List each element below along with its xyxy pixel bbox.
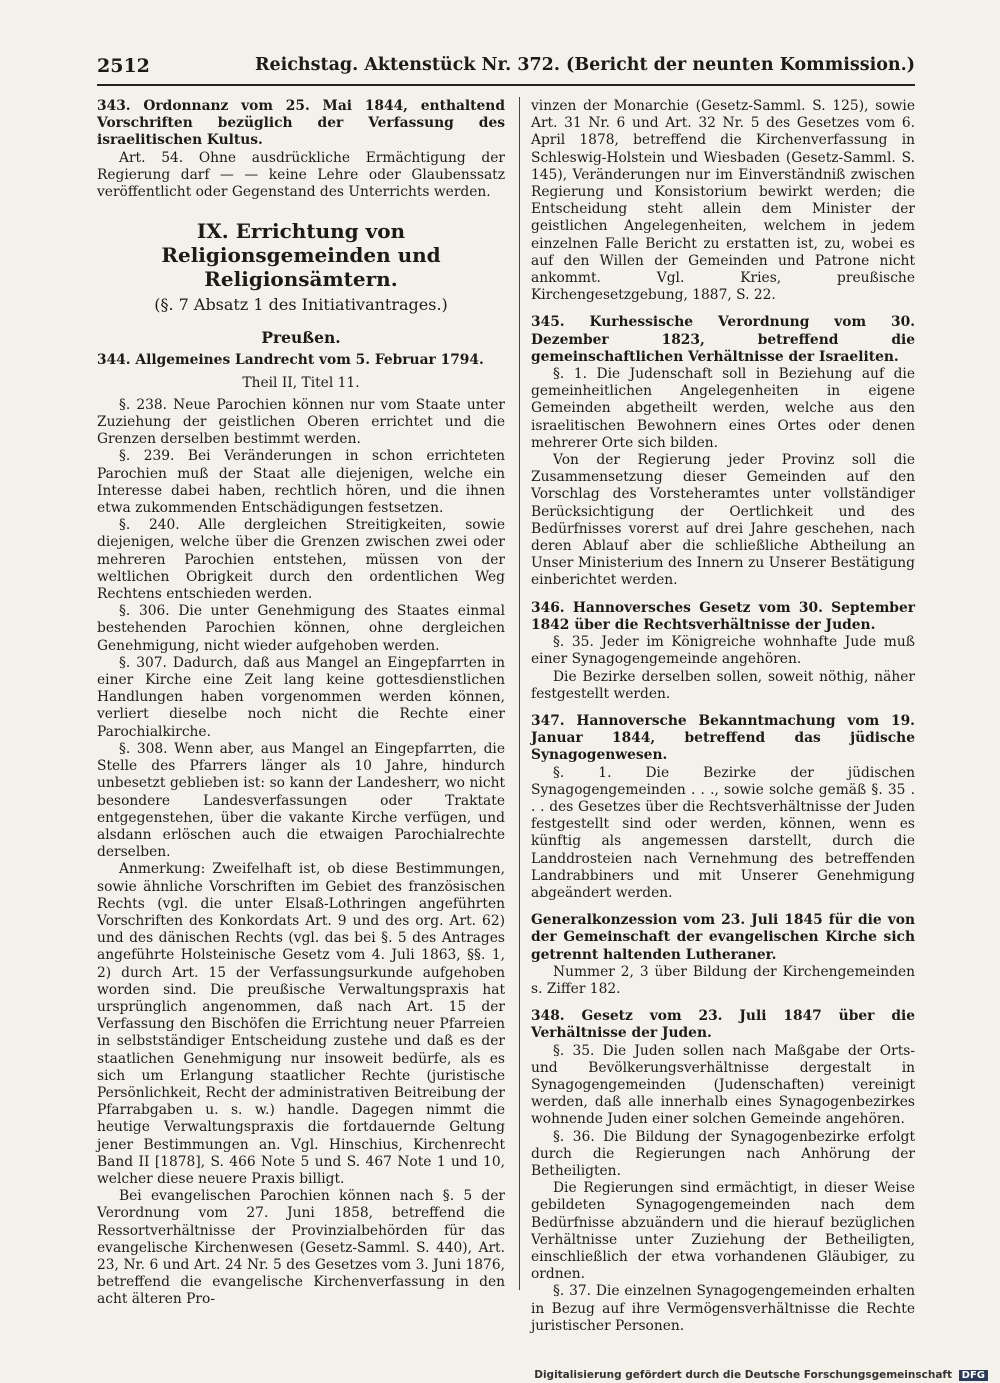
section-347-para-1: §. 1. Die Bezirke der jüdischen Synagogengemeinden . . ., sowie solche gemäß §. 35 . . . des Gesetzes über die Rechtsverhältnisse der Juden festgestellt sind oder werden, können, wenn es künftig als angemessen darstellt, durch die Landdrosteien nach Vernehmung des betreffenden Landrabbiners und mit Unserer Genehmigung abgeändert werden. xyxy=(531,764,915,901)
paragraph-239: §. 239. Bei Veränderungen in schon errichteten Parochien muß der Staat alle diejenigen, welche ein Interesse dabei haben, rechtlich hören, und die ihnen etwa zukommenden Entschädigungen festsetzen. xyxy=(97,448,505,517)
continued-text: vinzen der Monarchie (Gesetz-Samml. S. 125), sowie Art. 31 Nr. 6 und Art. 32 Nr. 5 des Gesetzes vom 6. April 1878, betreffend die Kirchenverfassung in Schleswig-Holstein und Wiesbaden (Gesetz-Samml. S. 145), Veränderungen nur im Einverständniß zwischen Regierung und Konsistorium bewirkt werden; die Entscheidung steht allein dem Minister der geistlichen Angelegenheiten, welchem in jedem einzelnen Falle Bericht zu erstatten ist, zu, wobei es auf den Willen der Gemeinden und Patrone nicht ankommt. Vgl. Kries, preußische Kirchengesetzgebung, 1887, S. 22. xyxy=(531,98,915,304)
section-344-heading: 344. Allgemeines Landrecht vom 5. Februar 1794. xyxy=(97,352,484,369)
section-347-heading: 347. Hannoversche Bekanntmachung vom 19. Januar 1844, betreffend das jüdische Synagogenwesen. xyxy=(531,712,915,764)
section-346-para-1: §. 35. Jeder im Königreiche wohnhafte Jude muß einer Synagogengemeinde angehören. xyxy=(531,634,915,668)
column-divider xyxy=(519,97,520,1290)
prussia-heading: Preußen. xyxy=(261,328,341,348)
section-343-art54: Art. 54. Ohne ausdrückliche Ermächtigung der Regierung darf — — keine Lehre oder Glaubenssatz veröffentlicht oder Gegenstand des Unterrichts werden. xyxy=(97,149,505,201)
paragraph-240: §. 240. Alle dergleichen Streitigkeiten, sowie diejenigen, welche über die Grenzen zwischen zwei oder mehreren Parochien entstehen, müssen von der weltlichen Obrigkeit durch den ordentlichen Weg Rechtens entschieden werden. xyxy=(97,517,505,603)
footer-credit xyxy=(534,1369,988,1381)
chapter-ix-heading: IX. Errichtung von Religionsgemeinden und Religionsämtern. xyxy=(161,219,441,292)
dfg-logo: DFG xyxy=(959,1370,988,1381)
section-344-subheading: Theil II, Titel 11. xyxy=(242,374,360,391)
section-345-para-2: Von der Regierung jeder Provinz soll die Zusammensetzung dieser Gemeinden auf den Vorschlag des Vorsteheramtes unter vollständiger Berücksichtigung der Oertlichkeit und des Bedürfnisses vorerst auf drei Jahre geschehen, nach deren Ablauf aber die schließliche Abtheilung an Unser Ministerium des Innern zu Unserer Bestätigung einberichtet werden. xyxy=(531,452,915,589)
annotation-note: Anmerkung: Zweifelhaft ist, ob diese Bestimmungen, sowie ähnliche Vorschriften im Gebiet des französischen Rechts (vgl. die unter Elsaß-Lothringen angeführten Vorschriften des Konkordats Art. 9 und des org. Art. 62) und des dänischen Rechts (vgl. das bei §. 5 des Antrages angeführte Holsteinische Gesetz vom 4. Juli 1863, §§. 1, 2) durch Art. 15 der Verfassungsurkunde aufgehoben worden sind. Die preußische Verwaltungspraxis hat ursprünglich angenommen, daß nach Art. 15 der Verfassung den Bischöfen die Errichtung neuer Pfarreien in selbstständiger Entscheidung zustehe und daß es der staatlichen Genehmigung nur insoweit bedürfe, als es sich um Erlangung staatlicher Rechte (juristische Persönlichkeit, Recht der administrativen Beitreibung der Pfarrabgaben u. s. w.) handle. Dagegen nimmt die heutige Verwaltungspraxis die fortdauernde Geltung jener Bestimmungen an. Vgl. Hinschius, Kirchenrecht Band II [1878], S. 466 Note 5 und S. 467 Note 1 und 10, welcher diese neuere Praxis billigt. xyxy=(97,861,505,1187)
paragraph-307: §. 307. Dadurch, daß aus Mangel an Eingepfarrten in einer Kirche eine Zeit lang keine gottesdienstlichen Handlungen haben vorgenommen werden können, verliert dieselbe noch nicht die Rechte einer Parochialkirche. xyxy=(97,654,505,740)
evangelical-parishes-text: Bei evangelischen Parochien können nach §. 5 der Verordnung vom 27. Juni 1858, betreffend die Ressortverhältnisse der Provinzialbehörden für das evangelische Kirchenwesen (Gesetz-Samml. S. 440), Art. 23, Nr. 6 und Art. 24 Nr. 5 des Gesetzes vom 3. Juni 1876, betreffend die evangelische Kirchenverfassung in den acht älteren Pro- xyxy=(97,1188,505,1308)
section-348-heading: 348. Gesetz vom 23. Juli 1847 über die Verhältnisse der Juden. xyxy=(531,1008,915,1042)
section-348-para-37: §. 37. Die einzelnen Synagogengemeinden erhalten in Bezug auf ihre Vermögensverhältnisse die Rechte juristischer Personen. xyxy=(531,1283,915,1334)
right-column xyxy=(531,98,915,1335)
section-346-heading: 346. Hannoversches Gesetz vom 30. September 1842 über die Rechtsverhältnisse der Juden. xyxy=(531,599,915,633)
paragraph-306: §. 306. Die unter Genehmigung des Staates einmal bestehenden Parochien können, ohne dergleichen Genehmigung, nicht wieder aufgehoben werden. xyxy=(97,603,505,654)
section-348-para-35: §. 35. Die Juden sollen nach Maßgabe der Orts- und Bevölkerungsverhältnisse dergestalt in Synagogengemeinden (Judenschaften) vereinigt werden, daß alle innerhalb eines Synagogenbezirkes wohnende Juden einer solchen Gemeinde angehören. xyxy=(531,1042,915,1128)
section-343-heading: 343. Ordonnanz vom 25. Mai 1844, enthaltend Vorschriften bezüglich der Verfassung des israelitischen Kultus. xyxy=(97,98,505,149)
section-345-heading: 345. Kurhessische Verordnung vom 30. Dezember 1823, betreffend die gemeinschaftlichen Verhältnisse der Israeliten. xyxy=(531,314,915,365)
header-rule xyxy=(97,84,915,86)
header-title: Reichstag. Aktenstück Nr. 372. (Bericht der neunten Kommission.) xyxy=(254,55,915,75)
page-number: 2512 xyxy=(97,55,150,77)
running-header xyxy=(97,55,915,83)
general-concession-para: Nummer 2, 3 über Bildung der Kirchengemeinden s. Ziffer 182. xyxy=(531,963,915,997)
footer-credit-text: Digitalisierung gefördert durch die Deutsche Forschungsgemeinschaft xyxy=(534,1369,952,1381)
chapter-ix-subheading: (§. 7 Absatz 1 des Initiativantrages.) xyxy=(154,295,448,315)
general-concession-heading: Generalkonzession vom 23. Juli 1845 für die von der Gemeinschaft der evangelischen Kirche sich getrennt haltenden Lutheraner. xyxy=(531,912,915,963)
paragraph-238: §. 238. Neue Parochien können nur vom Staate unter Zuziehung der geistlichen Oberen errichtet und die Grenzen derselben bestimmt werden. xyxy=(97,396,505,448)
section-345-para-1: §. 1. Die Judenschaft soll in Beziehung auf die gemeinheitlichen Angelegenheiten in eigene Gemeinden abgetheilt werden, welche aus den israelitischen Bewohnern eines Ortes oder denen mehrerer Orte sich bilden. xyxy=(531,366,915,451)
left-column xyxy=(97,98,505,1309)
section-348-para-36: §. 36. Die Bildung der Synagogenbezirke erfolgt durch die Regierungen nach Anhörung der Betheiligten. xyxy=(531,1128,915,1179)
section-346-para-2: Die Bezirke derselben sollen, soweit nöthig, näher festgestellt werden. xyxy=(531,668,915,702)
paragraph-308: §. 308. Wenn aber, aus Mangel an Eingepfarrten, die Stelle des Pfarrers länger als 10 Jahre, hindurch unbesetzt geblieben ist: so kann der Landesherr, wo nicht besondere Landesverfassungen oder Traktate entgegenstehen, über die vakante Kirche verfügen, und alsdann erlöschen auch die etwaigen Parochialrechte derselben. xyxy=(97,740,505,861)
section-348-para-36b: Die Regierungen sind ermächtigt, in dieser Weise gebildeten Synagogengemeinden nach dem Bedürfnisse abzuändern und die hierauf bezüglichen Verhältnisse unter Zuziehung der Betheiligten, einschließlich der etwa vorhandenen Gläubiger, zu ordnen. xyxy=(531,1180,915,1283)
